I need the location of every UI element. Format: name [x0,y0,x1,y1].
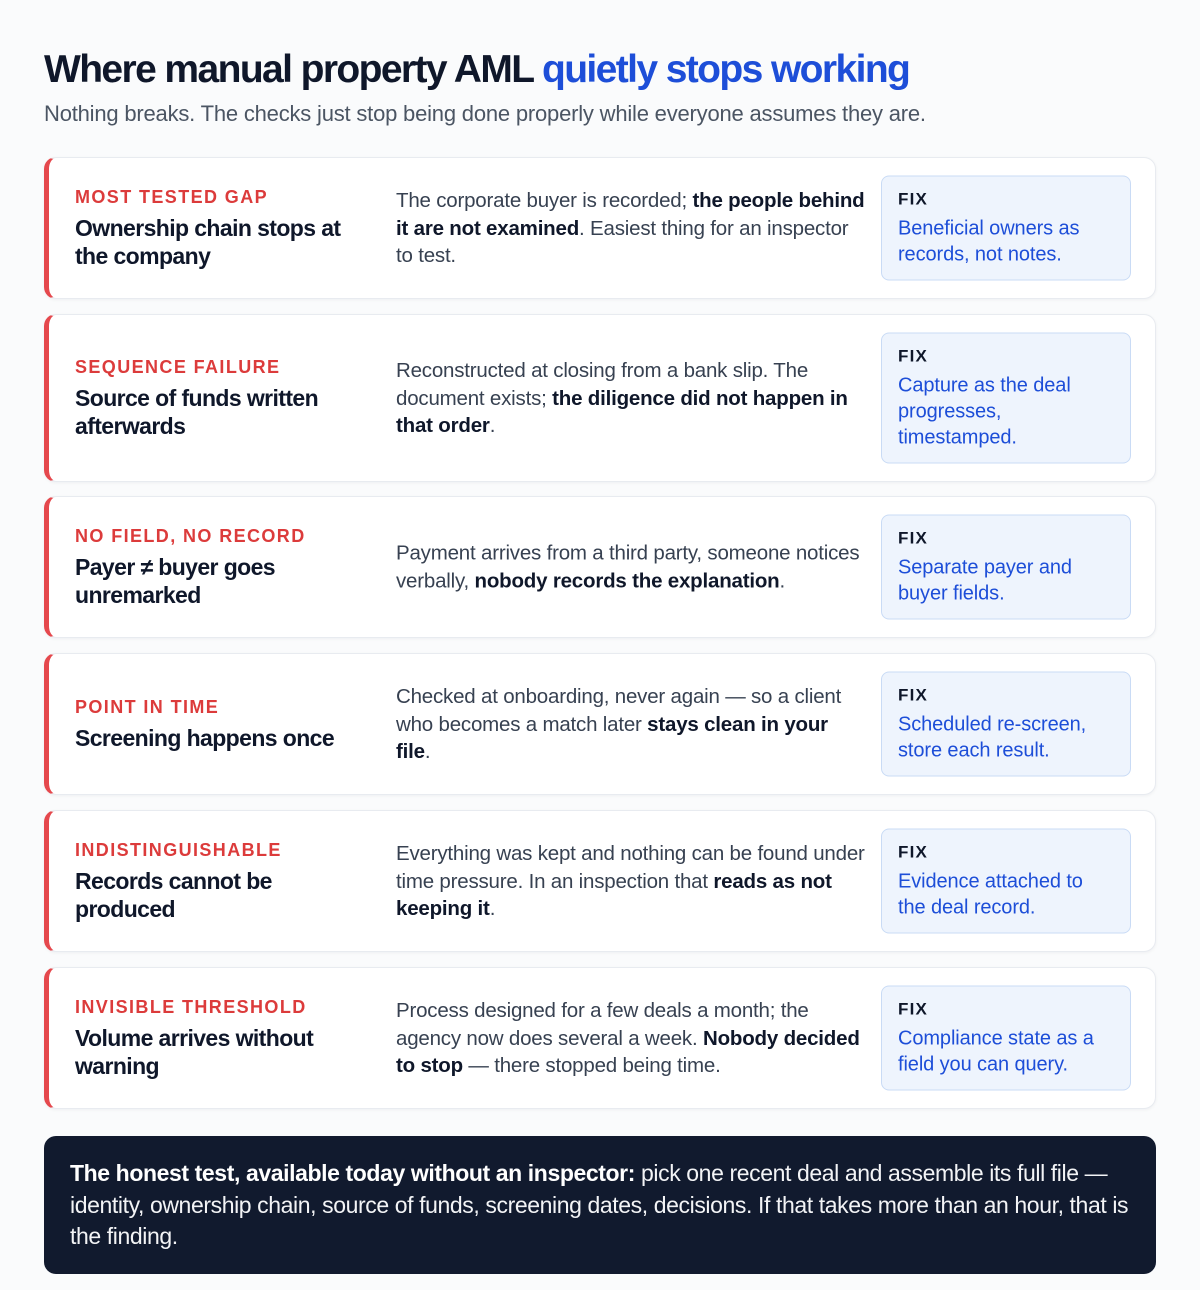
gap-description-text: . [489,896,496,920]
gap-description-text: . Easiest thing for an inspector to test. [396,216,849,267]
fix-text: Separate payer and buyer fields. [898,556,1072,605]
gap-description [396,357,866,440]
gap-description [396,840,866,923]
gap-headline: Source of funds written afterwards [75,385,319,439]
fix-box [881,672,1131,777]
fix-label: FIX [898,999,929,1019]
gap-description [396,540,866,595]
fix-box [881,829,1131,934]
fix-box [881,986,1131,1091]
fix-text: Scheduled re-screen, store each result. [898,713,1087,762]
fix-text: Compliance state as a field you can query. [898,1027,1094,1076]
gap-card [44,810,1156,952]
gap-description-emphasis: Nobody decided to stop [396,1026,860,1077]
gap-headline: Screening happens once [75,725,335,751]
gap-card [44,157,1156,299]
page [44,46,1156,1079]
fix-label: FIX [898,346,929,366]
fix-text: Beneficial owners as records, not notes. [898,217,1080,266]
gap-card [44,653,1156,795]
gap-tag: INDISTINGUISHABLE [75,840,282,860]
fix-label: FIX [898,189,929,209]
gap-description-text: Checked at onboarding, never again — so a client who becomes a match later [396,684,842,736]
gap-tag: SEQUENCE FAILURE [75,357,281,377]
gap-description-text: Everything was kept and nothing can be found under time pressure. In an inspection that [396,841,865,893]
gap-description-emphasis: reads as not keeping it [396,869,832,920]
gap-card-heading [75,186,375,270]
fix-box [881,333,1131,464]
fix-label: FIX [898,842,929,862]
gap-card-heading [75,525,375,609]
gap-card-heading [75,839,375,923]
gap-description-text: Payment arrives from a third party, someone notices verbally, [396,541,860,592]
gap-headline: Records cannot be produced [75,868,272,922]
gap-description-emphasis: stays clean in your file [396,712,828,763]
page-title [44,46,1156,94]
honest-test-callout [44,1136,1156,1274]
fix-label: FIX [898,528,929,548]
gap-description-emphasis: nobody records the explanation [474,569,780,592]
gap-card-heading [75,356,375,440]
callout-body: pick one recent deal and assemble its full file — identity, ownership chain, source of funds, screening dates, decisions. If that takes more than an hour, that is the finding. [70,1160,1129,1249]
gap-headline: Ownership chain stops at the company [75,215,341,269]
title-main: Where manual property AML [44,48,542,91]
fix-text: Capture as the deal progresses, timestamped. [898,374,1071,449]
gap-tag: INVISIBLE THRESHOLD [75,997,307,1017]
fix-text: Evidence attached to the deal record. [898,870,1083,919]
fix-box [881,515,1131,620]
gap-card [44,967,1156,1109]
gap-description [396,187,866,270]
gap-description [396,997,866,1080]
fix-box [881,176,1131,281]
gap-description-text: . [489,413,496,437]
gap-description-text: . [779,569,785,592]
gap-description-text: . [424,739,431,763]
fix-label: FIX [898,685,929,705]
page-subtitle: Nothing breaks. The checks just stop being done properly while everyone assumes they are. [44,101,926,126]
gap-description-text: Process designed for a few deals a month; the agency now does several a week. [396,998,809,1050]
gap-description-emphasis: the diligence did not happen in that order [396,386,848,437]
gap-tag: NO FIELD, NO RECORD [75,526,306,546]
gap-tag: POINT IN TIME [75,697,220,717]
gap-card-heading [75,696,375,752]
gap-card [44,314,1156,482]
gap-card-heading [75,996,375,1080]
gap-headline: Payer ≠ buyer goes unremarked [75,554,275,608]
gap-description-text: Reconstructed at closing from a bank slip. The document exists; [396,358,809,410]
gap-description [396,683,866,766]
gap-card [44,496,1156,638]
gap-description-text: — there stopped being time. [462,1053,721,1077]
gap-description-emphasis: the people behind it are not examined [396,188,865,240]
callout-lead: The honest test, available today without an inspector: [70,1160,635,1186]
gap-headline: Volume arrives without warning [75,1025,314,1079]
gap-description-text: The corporate buyer is recorded; [396,188,693,212]
gap-tag: MOST TESTED GAP [75,187,269,207]
title-accent: quietly stops working [541,48,910,91]
